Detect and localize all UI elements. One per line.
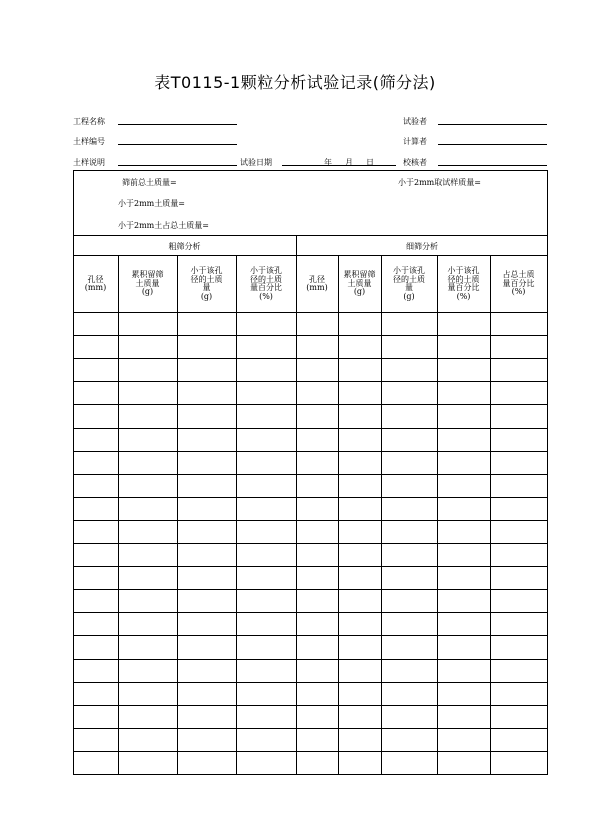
grid-column-line — [338, 255, 339, 774]
sample-no-field[interactable] — [118, 144, 237, 145]
sub2mm-percent-label: 小于2mm土占总土质量= — [118, 221, 209, 230]
table-row-line — [73, 566, 548, 567]
table-row-line — [73, 728, 548, 729]
table-row-line — [73, 381, 548, 382]
table-row-line — [73, 335, 548, 336]
table-row-line — [73, 612, 548, 613]
tester-field[interactable] — [438, 124, 547, 125]
fine-section-title: 细筛分析 — [406, 242, 438, 251]
coarse-col-passing-mass: 小于该孔 径的土质 量 (g) — [190, 266, 223, 301]
project-name-field[interactable] — [118, 124, 237, 125]
calculator-label: 计算者 — [403, 137, 427, 146]
summary-divider — [73, 235, 548, 236]
coarse-col-retained-mass: 累积留筛 土质量 (g) — [131, 270, 164, 297]
month-label: 月 — [345, 158, 353, 167]
table-row-line — [73, 635, 548, 636]
coarse-section-title: 粗筛分析 — [168, 242, 201, 251]
test-date-label: 试验日期 — [240, 158, 272, 167]
fine-col-passing-percent: 小于该孔 径的土质 量百分比 (%) — [447, 266, 480, 301]
page-title: 表T0115-1颗粒分析试验记录(筛分法) — [154, 73, 436, 92]
calculator-field[interactable] — [438, 144, 547, 145]
fine-col-aperture: 孔径 (mm) — [306, 274, 328, 292]
table-row-line — [73, 358, 548, 359]
grid-column-line — [236, 255, 237, 774]
year-label: 年 — [324, 158, 332, 167]
table-row-line — [73, 705, 548, 706]
table-row-line — [73, 682, 548, 683]
sample-desc-label: 土样说明 — [73, 158, 105, 167]
table-row-line — [73, 474, 548, 475]
day-label: 日 — [366, 158, 374, 167]
coarse-col-passing-percent: 小于该孔 径的土质 量百分比 (%) — [250, 266, 282, 301]
checker-label: 校核者 — [403, 158, 427, 167]
table-row-line — [73, 404, 548, 405]
table-row-line — [73, 751, 548, 752]
grid-column-line — [490, 255, 491, 774]
table-row-line — [73, 312, 548, 313]
table-row-line — [73, 543, 548, 544]
grid-column-line — [118, 255, 119, 774]
table-row-line — [73, 659, 548, 660]
table-row-line — [73, 520, 548, 521]
fine-col-passing-mass: 小于该孔 径的土质 量 (g) — [393, 266, 425, 301]
checker-field[interactable] — [438, 165, 547, 166]
table-row-line — [73, 428, 548, 429]
sub2mm-mass-label: 小于2mm土质量= — [118, 199, 185, 208]
test-date-field[interactable] — [282, 165, 396, 166]
table-row-line — [73, 497, 548, 498]
coarse-col-aperture: 孔径 (mm) — [84, 274, 107, 292]
total-mass-label: 筛前总土质量= — [122, 178, 177, 187]
grid-column-line — [177, 255, 178, 774]
sample-desc-field[interactable] — [118, 165, 237, 166]
grid-column-line — [381, 255, 382, 774]
sub2mm-sample-mass-label: 小于2mm取试样质量= — [398, 178, 481, 187]
table-row-line — [73, 451, 548, 452]
project-name-label: 工程名称 — [73, 117, 105, 126]
grid-column-line — [437, 255, 438, 774]
fine-col-retained-mass: 累积留筛 土质量 (g) — [343, 270, 376, 297]
grid-column-line — [296, 255, 297, 774]
fine-col-total-percent: 占总土质 量百分比 (%) — [502, 270, 535, 297]
tester-label: 试验者 — [403, 117, 427, 126]
table-row-line — [73, 589, 548, 590]
sample-no-label: 土样编号 — [73, 137, 105, 146]
